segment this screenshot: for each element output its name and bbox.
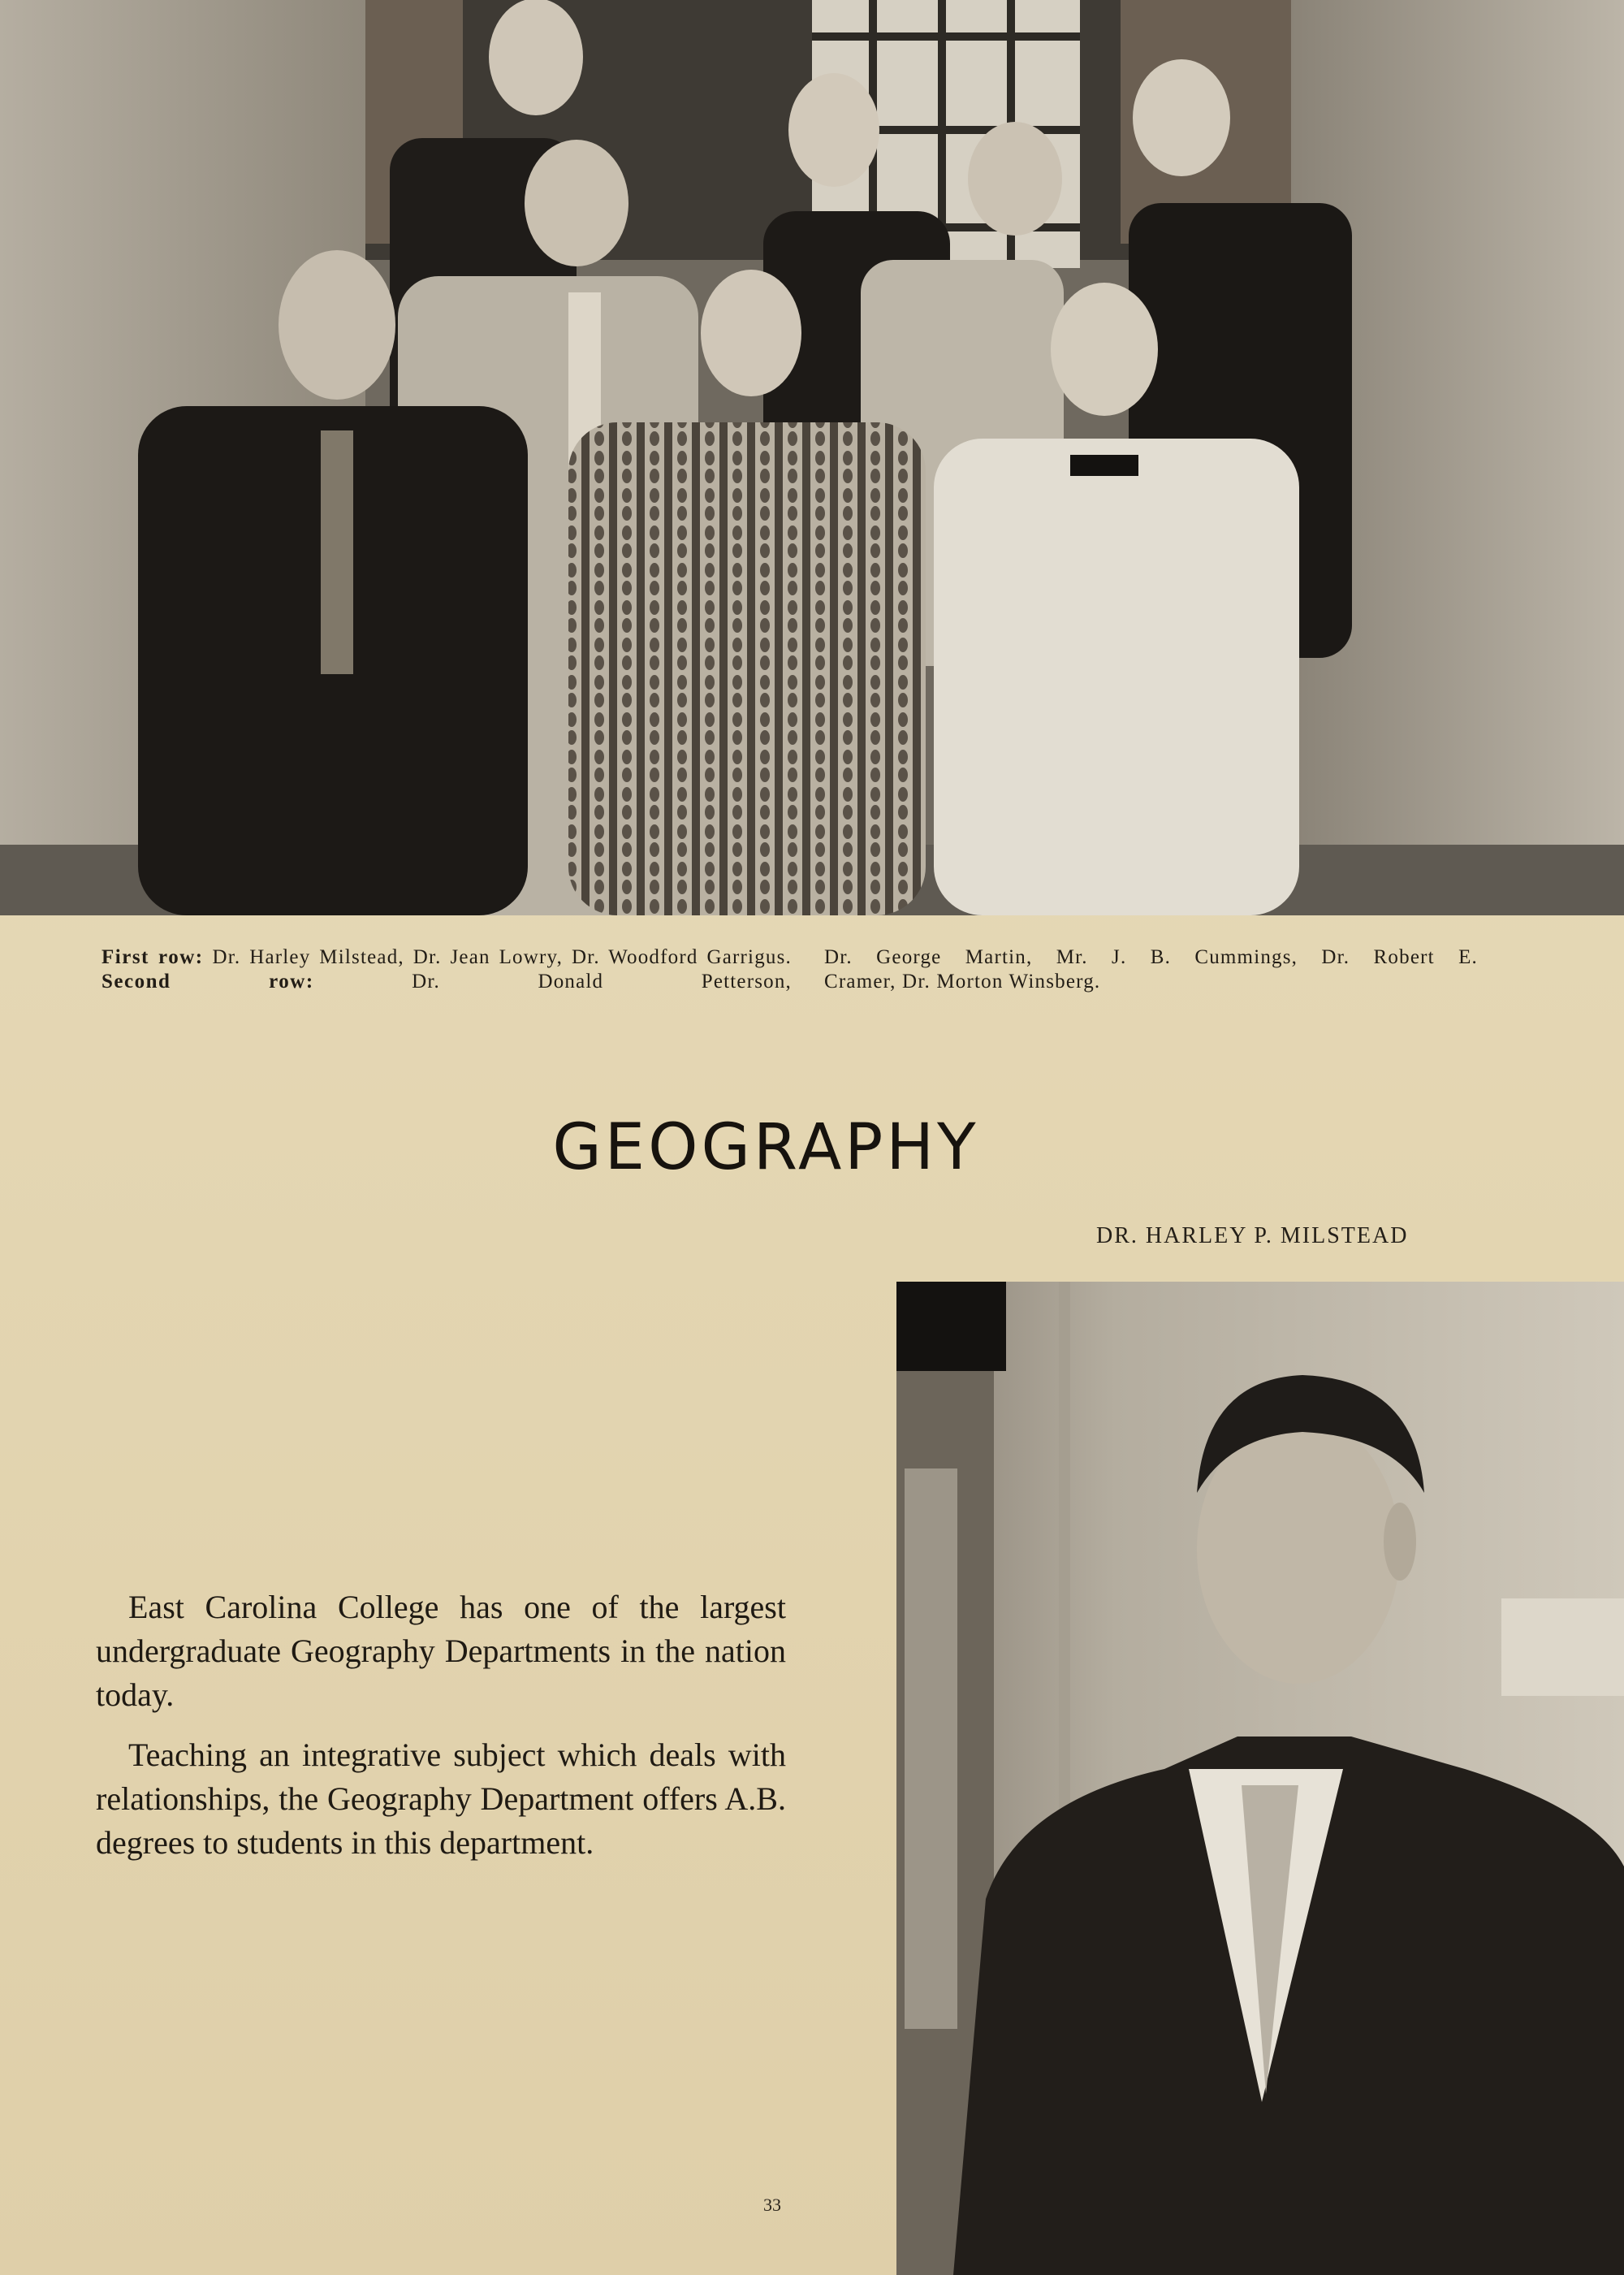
caption-row1-label: First row:	[102, 946, 204, 968]
page-number: 33	[763, 2195, 781, 2215]
portrait-photo	[896, 1282, 1624, 2275]
faculty-group-photo	[0, 0, 1624, 915]
caption-right-line2: Cramer, Dr. Morton Winsberg.	[824, 971, 1101, 993]
department-description	[96, 1585, 786, 1881]
caption-row2-label: Second row:	[102, 971, 314, 993]
caption-row2-text: Dr. Donald Petterson,	[412, 971, 793, 993]
caption-right-line1: Dr. George Martin, Mr. J. B. Cummings, Dr. Robert E.	[824, 946, 1478, 968]
caption-row1-text: Dr. Harley Milstead, Dr. Jean Lowry, Dr. Woodford Garrigus.	[212, 946, 792, 968]
paragraph-2: Teaching an integrative subject which deals with relationships, the Geography Department offers A.B. degrees to students in this department.	[96, 1737, 786, 1861]
page-title: GEOGRAPHY	[552, 1111, 979, 1184]
portrait-label: DR. HARLEY P. MILSTEAD	[1096, 1223, 1409, 1248]
photo-caption-left	[102, 945, 792, 994]
photo-caption-right	[824, 945, 1478, 994]
paragraph-1: East Carolina College has one of the largest undergraduate Geography Departments in the nation today.	[96, 1589, 786, 1713]
